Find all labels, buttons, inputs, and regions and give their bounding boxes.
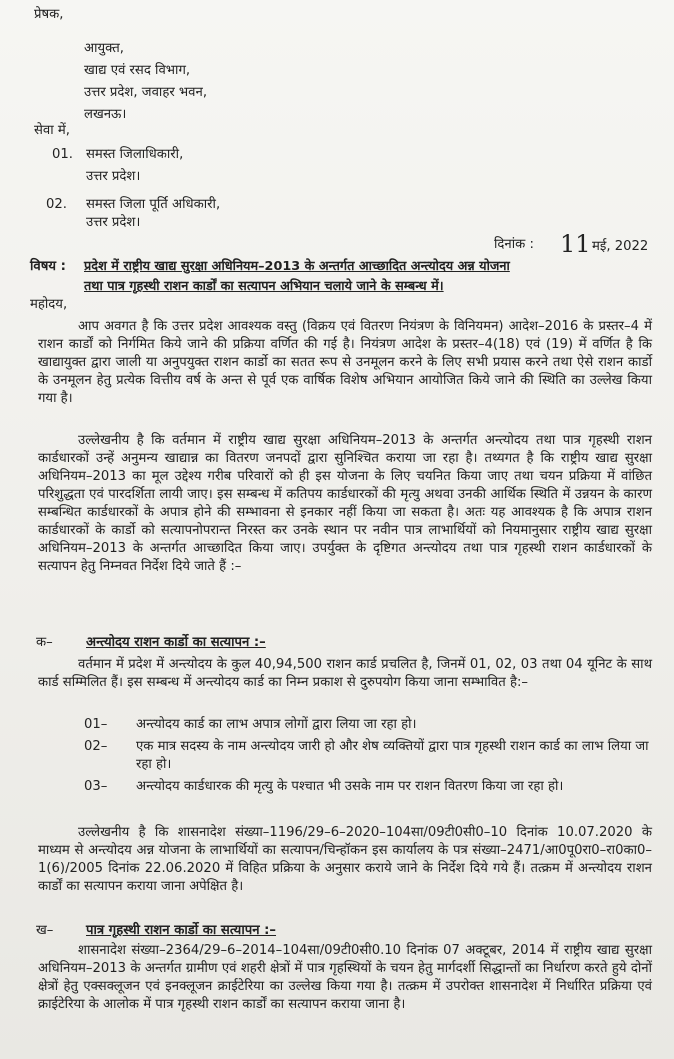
recipient-number: 02.	[46, 197, 67, 212]
list-text: अन्त्योदय कार्डधारक की मृत्यु के पश्चात भी उसके नाम पर राशन वितरण किया जा रहा हो।	[136, 779, 564, 794]
date-month-year: मई, 2022	[592, 239, 649, 254]
list-text: अन्त्योदय कार्ड का लाभ अपात्र लोगों द्वारा लिया जा रहा हो।	[136, 717, 417, 732]
section-label: ख–	[36, 923, 54, 938]
paragraph	[38, 432, 652, 576]
subject-label: विषय :	[30, 259, 66, 274]
sender-line: खाद्य एवं रसद विभाग,	[84, 63, 191, 78]
section-heading: पात्र गृहस्थी राशन कार्डो का सत्यापन :–	[86, 923, 277, 938]
sender-label: प्रेषक,	[34, 7, 64, 22]
list-number: 02–	[84, 739, 108, 754]
paragraph	[38, 318, 652, 408]
subject-line: प्रदेश में राष्ट्रीय खाद्य सुरक्षा अधिनियम–2013 के अन्तर्गत आच्छादित अन्त्योदय अन्न योजना	[84, 259, 510, 274]
paragraph-text: आप अवगत है कि उत्तर प्रदेश आवश्यक वस्तु (विक्रय एवं वितरण नियंत्रण के विनियमन) आदेश–2016 के प्रस्तर–4 में राशन कार्डों को निर्गमित किये जाने की प्रक्रिया वर्णित की गई है। नियंत्रण आदेश के प्रस्तर–4(18) एवं (19) में वर्णित है कि खाद्यायुक्त द्वारा जाली या अनुपयुक्त राशन कार्डो का सतत रूप से उनमूलन करने के लिए सभी प्रयास करने तथा ऐसे राशन कार्डो के उनमूलन हेतु प्रत्येक वित्तीय वर्ष के अन्त से पूर्व एक वार्षिक विशेष अभियान आयोजित किये जाने की स्थिति का उल्लेख किया गया है।	[38, 319, 652, 406]
date-day-handwritten: 11	[560, 230, 591, 258]
list-text: एक मात्र सदस्य के नाम अन्त्योदय जारी हो और शेष व्यक्तियों द्वारा पात्र गृहस्थी राशन कार्ड का लाभ लिया जा रहा हो।	[136, 739, 649, 772]
section-heading: अन्त्योदय राशन कार्डो का सत्यापन :–	[86, 635, 266, 650]
list-number: 01–	[84, 717, 108, 732]
paragraph-text: उल्लेखनीय है कि शासनादेश संख्या–1196/29–6–2020–104सा/09टी0सी0–10 दिनांक 10.07.2020 के माध्यम से अन्त्योदय अन्न योजना के लाभार्थियों का सत्यापन/चिन्हॉकन इस कार्यालय के पत्र संख्या–2471/आ0पू0रा0–रा0का0–1(6)/2005 दिनांक 22.06.2020 में विहित प्रक्रिया के अनुसार कराये जाने के निर्देश दिये गये हैं। तत्क्रम में अन्त्योदय राशन कार्डों का सत्यापन कराया जाना अपेक्षित है।	[38, 825, 652, 894]
sender-line: उत्तर प्रदेश, जवाहर भवन,	[84, 85, 208, 100]
paragraph	[38, 942, 652, 1014]
paragraph-text: शासनादेश संख्या–2364/29–6–2014–104सा/09टी0सी0.10 दिनांक 07 अक्टूबर, 2014 में राष्ट्रीय खाद्य सुरक्षा अधिनियम–2013 के अन्तर्गत ग्रामीण एवं शहरी क्षेत्रों में पात्र गृहस्थियों के चयन हेतु मार्गदर्शी सिद्धान्तों का निर्धारण करते हुये दोनों क्षेत्रों हेतु एक्सक्लूजन एवं इनक्लूजन क्राईटेरिया का उल्लेख किया गया है। तत्क्रम में उपरोक्त शासनादेश में निर्धारित प्रक्रिया एवं क्राईटेरिया के आलोक में पात्र गृहस्थी राशन कार्डों का सत्यापन कराया जाना है।	[38, 943, 652, 1012]
salutation: महोदय,	[30, 297, 68, 312]
date-label: दिनांक :	[494, 237, 534, 252]
paragraph-text: उल्लेखनीय है कि वर्तमान में राष्ट्रीय खाद्य सुरक्षा अधिनियम–2013 के अन्तर्गत अन्त्योदय तथा पात्र गृहस्थी राशन कार्डधारकों उन्हें अनुमन्य खाद्यान्न का वितरण जनपदों द्वारा सुनिश्चित कराया जा रहा है। तथ्यगत है कि राष्ट्रीय खाद्य सुरक्षा अधिनियम–2013 का मूल उद्देश्य गरीब परिवारों को ही इस योजना के लिए चयनित किया जाए तथा चयन प्रक्रिया में वांछित परिशुद्धता एवं पारदर्शिता लायी जाए। इस सम्बन्ध में कतिपय कार्डधारकों की मृत्यु अथवा उनकी आर्थिक स्थिति में उन्नयन के कारण सम्बन्धित कार्डधारकों के अपात्र होने की सम्भावना से इनकार नहीं किया जा सकता है। अतः यह आवश्यक है कि अपात्र राशन कार्डधारकों के कार्डो को सत्यापनोपरान्त निरस्त कर उनके स्थान पर नवीन पात्र लाभार्थियों को नियमानुसार राष्ट्रीय खाद्य सुरक्षा अधिनियम–2013 के अन्तर्गत आच्छादित किया जाए। उपर्युक्त के दृष्टिगत अन्त्योदय तथा पात्र गृहस्थी राशन कार्डधारकों के सत्यापन हेतु निम्नवत निर्देश दिये जाते हैं :–	[38, 433, 652, 574]
list-number: 03–	[84, 779, 108, 794]
sender-line: आयुक्त,	[84, 41, 124, 56]
section-intro-text: वर्तमान में प्रदेश में अन्त्योदय के कुल 40,94,500 राशन कार्ड प्रचलित है, जिनमें 01, 02, 03 तथा 04 यूनिट के साथ कार्ड सम्मिलित हैं। इस सम्बन्ध में अन्त्योदय कार्ड का निम्न प्रकाश से दुरुपयोग किया जाना सम्भावित है:–	[38, 657, 652, 690]
recipient-line: समस्त जिलाधिकारी,	[86, 147, 184, 162]
recipient-number: 01.	[52, 147, 73, 162]
recipient-line: समस्त जिला पूर्ति अधिकारी,	[86, 197, 221, 212]
section-intro	[38, 656, 652, 692]
paragraph	[38, 824, 652, 896]
subject-line: तथा पात्र गृहस्थी राशन कार्डों का सत्यापन अभियान चलाये जाने के सम्बन्ध में।	[84, 279, 444, 294]
section-label: क–	[36, 635, 53, 650]
recipient-line: उत्तर प्रदेश।	[86, 215, 141, 230]
recipient-line: उत्तर प्रदेश।	[86, 169, 141, 184]
sender-line: लखनऊ।	[84, 107, 127, 122]
to-label: सेवा में,	[34, 123, 70, 138]
